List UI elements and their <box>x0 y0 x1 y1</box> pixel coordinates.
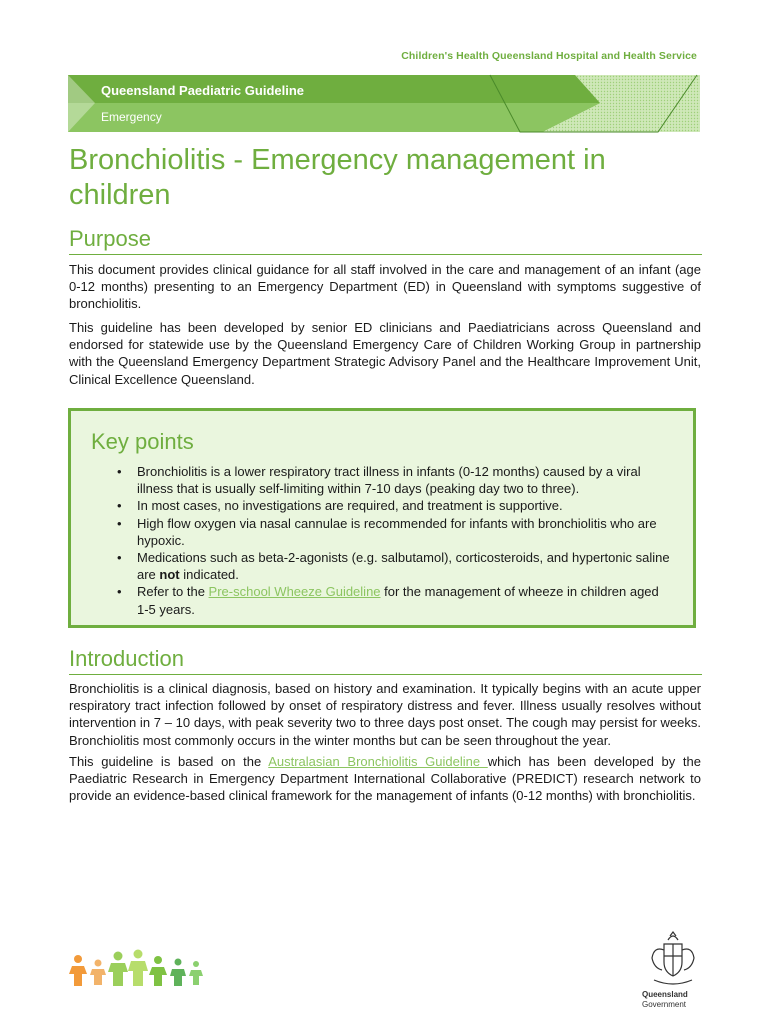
introduction-heading: Introduction <box>69 646 702 675</box>
child-figure-teal <box>170 959 186 987</box>
document-title: Bronchiolitis - Emergency management in children <box>69 144 606 211</box>
key-point-item <box>91 583 671 617</box>
child-figure-orange-2 <box>90 960 106 986</box>
intro-text: This guideline is based on the <box>69 754 269 769</box>
emphasis-not: not <box>159 567 180 583</box>
queensland-government-logo <box>640 930 706 1022</box>
key-point-item <box>91 463 671 497</box>
guideline-series: Queensland Paediatric Guideline <box>101 83 305 98</box>
key-point-text: In most cases, no investigations are required, and treatment is supportive. <box>137 498 563 514</box>
key-point-text: Refer to the <box>137 584 209 600</box>
key-point-text: Bronchiolitis is a lower respiratory tract illness in infants (0-12 months) caused by a viral illness that is usually self-limiting within 7-10 days (peaking day two to three). <box>137 464 641 497</box>
key-point-text: High flow oxygen via nasal cannulae is recommended for infants with bronchiolitis who are hypoxic. <box>137 515 657 548</box>
purpose-heading: Purpose <box>69 226 702 255</box>
key-point-text: Medications such as beta-2-agonists (e.g. salbutamol), corticosteroids, and hypertonic saline are <box>137 550 670 583</box>
preschool-wheeze-guideline-link[interactable]: Pre-school Wheeze Guideline <box>208 584 381 600</box>
australasian-bronchiolitis-guideline-link[interactable]: Australasian Bronchiolitis Guideline <box>268 754 488 769</box>
organisation-name: Children's Health Queensland Hospital and Health Service <box>401 50 697 62</box>
intro-text: which has been developed by the Paediatric Research in Emergency Department International Collaborative (PREDICT) research network to provide an evidence-based clinical framework for the management of infants (0-12 months) with bronchiolitis. <box>69 754 701 804</box>
child-figure-green <box>108 952 128 987</box>
children-figures-logo <box>68 948 208 988</box>
child-figure-green-2 <box>149 956 167 986</box>
key-points-box <box>68 408 696 628</box>
key-point-item <box>91 497 671 514</box>
key-point-item <box>91 515 671 549</box>
key-points-list <box>91 463 671 618</box>
child-figure-green-3 <box>189 961 203 985</box>
key-point-text: for the management of wheeze in children aged 1-5 years. <box>137 584 659 617</box>
government-line-2: Government <box>642 1000 687 1009</box>
child-figure-orange <box>69 955 87 986</box>
purpose-paragraph-2: This guideline has been developed by senior ED clinicians and Paediatricians across Queensland and endorsed for statewide use by the Queensland Emergency Care of Children Working Group in partnership with the Queensland Emergency Department Strategic Advisory Panel and the Healthcare Improvement Unit, Clinical Excellence Queensland. <box>69 320 701 387</box>
government-line-1: Queensland <box>642 990 688 999</box>
key-point-text: indicated. <box>179 567 239 583</box>
child-figure-lime <box>128 950 148 987</box>
introduction-paragraph-2 <box>69 753 701 805</box>
key-points-heading: Key points <box>91 429 194 454</box>
introduction-paragraph-1: Bronchiolitis is a clinical diagnosis, based on history and examination. It typically begins with an acute upper respiratory tract infection followed by onset of respiratory distress and fever. Illness usually resolves without intervention in 7 – 10 days, with peak severity two to three days post onset. The cough may persist for weeks. Bronchiolitis most commonly occurs in the winter months but can be seen throughout the year. <box>69 681 701 748</box>
guideline-category: Emergency <box>101 110 162 124</box>
purpose-paragraph-1: This document provides clinical guidance for all staff involved in the care and management of an infant (age 0-12 months) presenting to an Emergency Department (ED) in Queensland with symptoms suggestive of bronchiolitis. <box>69 262 701 312</box>
coat-of-arms-icon <box>640 930 706 990</box>
key-point-item <box>91 549 671 583</box>
